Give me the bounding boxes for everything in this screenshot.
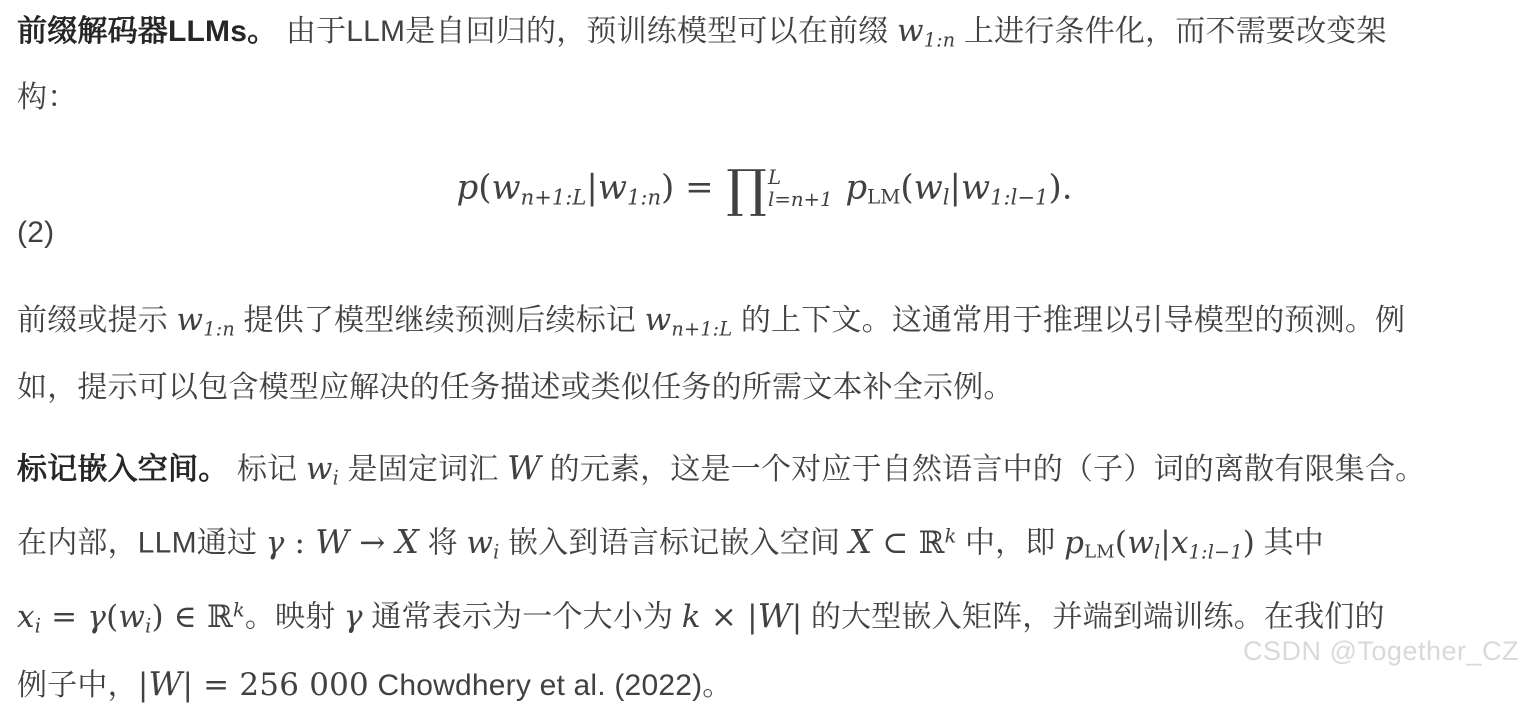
math-part: W bbox=[148, 664, 183, 704]
inline-math bbox=[896, 13, 956, 52]
text-line bbox=[17, 2, 1512, 69]
math-part: k bbox=[681, 598, 701, 635]
text-run: 标记 bbox=[228, 452, 306, 486]
inline-math bbox=[644, 302, 733, 341]
inline-math bbox=[466, 524, 500, 564]
upper-limit: L bbox=[768, 165, 782, 189]
math-part: l bbox=[1153, 540, 1161, 564]
text-run: Chowdhery et al. (2022)。 bbox=[368, 669, 733, 703]
math-part: i bbox=[332, 466, 339, 490]
paragraph-prefix-decoder-llms bbox=[17, 2, 1512, 127]
text-run: 。映射 bbox=[244, 600, 344, 634]
math-part: X bbox=[395, 521, 420, 561]
text-run: 上进行条件化，而不需要改变架 bbox=[955, 15, 1387, 48]
math-part: | bbox=[137, 667, 149, 704]
math-part: w bbox=[961, 167, 991, 208]
math-part: LM bbox=[1084, 541, 1115, 563]
math-part: p bbox=[1064, 524, 1085, 561]
text-run: 提供了模型继续预测后续标记 bbox=[234, 304, 645, 338]
math-part: | bbox=[586, 167, 598, 208]
inline-math bbox=[507, 447, 542, 487]
math-part: n+1:L bbox=[671, 317, 733, 341]
text-line bbox=[17, 507, 1512, 581]
math-part: ) = bbox=[661, 167, 725, 208]
math-part: ) bbox=[1242, 524, 1256, 561]
text-run: 的大型嵌入矩阵，并端到端训练。在我们的 bbox=[802, 600, 1385, 634]
math-part: w bbox=[466, 524, 494, 561]
math-part: ⊂ bbox=[872, 524, 919, 561]
math-part: 1:l−1 bbox=[1188, 540, 1243, 564]
text-run: 构： bbox=[17, 81, 78, 115]
math-part: ). bbox=[1048, 167, 1073, 208]
math-part: X bbox=[848, 521, 873, 561]
text-run: 通常表示为一个大小为 bbox=[362, 600, 682, 634]
inline-math bbox=[176, 302, 235, 341]
math-part: W bbox=[507, 447, 542, 487]
math-part: 1:n bbox=[923, 28, 956, 52]
math-part: w bbox=[118, 598, 146, 635]
math-part: w bbox=[644, 302, 672, 339]
inline-math bbox=[137, 664, 369, 704]
inline-math bbox=[848, 521, 957, 561]
math-part: 1:l−1 bbox=[990, 184, 1049, 210]
inline-math bbox=[17, 598, 245, 638]
math-part: → bbox=[349, 524, 396, 561]
math-part: n+1:L bbox=[520, 184, 587, 210]
math-part: w bbox=[305, 450, 333, 487]
paragraph-prefix-prompt bbox=[17, 291, 1512, 416]
math-part: x bbox=[17, 598, 35, 635]
math-part: | bbox=[949, 167, 961, 208]
math-part: x bbox=[1170, 524, 1189, 561]
math-part: p bbox=[456, 167, 479, 208]
bold-heading-run: 前缀解码器LLMs。 bbox=[17, 15, 278, 48]
math-part: W bbox=[757, 595, 792, 635]
math-part: ℝ bbox=[207, 598, 233, 635]
text-run: 嵌入到语言标记嵌入空间 bbox=[499, 526, 849, 560]
math-part: k bbox=[232, 598, 245, 622]
math-part: 1:n bbox=[626, 184, 662, 210]
text-run: 其中 bbox=[1255, 526, 1324, 560]
math-part: l bbox=[942, 184, 950, 210]
equation-formula bbox=[456, 159, 1073, 219]
math-part: w bbox=[896, 13, 924, 49]
math-part: γ bbox=[343, 598, 363, 635]
inline-math bbox=[265, 521, 420, 561]
math-part: w bbox=[491, 167, 521, 208]
text-line bbox=[17, 439, 1512, 507]
math-part: i bbox=[34, 614, 42, 638]
text-run: 例子中， bbox=[17, 669, 138, 703]
math-part: w bbox=[1127, 524, 1154, 561]
math-part: ( bbox=[900, 167, 914, 208]
math-part bbox=[835, 167, 846, 207]
math-part: LM bbox=[867, 185, 901, 209]
inline-math bbox=[681, 595, 803, 635]
lower-limit: l=n+1 bbox=[768, 188, 833, 212]
inline-math bbox=[305, 450, 339, 490]
text-line bbox=[17, 69, 1512, 127]
text-run: 前缀或提示 bbox=[17, 304, 177, 338]
math-part: ℝ bbox=[918, 524, 945, 561]
inline-math bbox=[344, 599, 363, 635]
text-run: 的上下文。这通常用于推理以引导模型的预测。例 bbox=[732, 304, 1406, 338]
watermark: CSDN @Together_CZ bbox=[1243, 636, 1519, 666]
math-part: × | bbox=[700, 598, 758, 635]
math-part: ( bbox=[106, 598, 119, 635]
math-part: γ bbox=[265, 524, 285, 561]
text-run: 将 bbox=[419, 526, 467, 560]
paragraph-token-embedding-space bbox=[17, 439, 1512, 715]
product-operator bbox=[726, 159, 833, 219]
math-part: γ bbox=[87, 598, 107, 635]
equation-number: (2) bbox=[17, 216, 55, 250]
math-part: | bbox=[791, 598, 803, 635]
math-part: w bbox=[597, 167, 627, 208]
article-body bbox=[17, 2, 1519, 715]
math-part: | bbox=[1160, 524, 1171, 561]
math-part: 1:n bbox=[203, 317, 235, 341]
math-part: k bbox=[944, 524, 957, 548]
text-run: 如，提示可以包含模型应解决的任务描述或类似任务的所需文本补全示例。 bbox=[17, 370, 1014, 404]
math-part: ( bbox=[1114, 524, 1128, 561]
product-symbol: ∏ bbox=[726, 159, 768, 219]
inline-math bbox=[1064, 524, 1256, 564]
math-part: ) ∈ bbox=[151, 598, 208, 635]
text-run: 在内部，LLM通过 bbox=[17, 526, 266, 560]
math-part: i bbox=[145, 614, 152, 638]
math-part: i bbox=[493, 540, 500, 564]
math-part: = bbox=[41, 598, 88, 635]
text-run: 的元素，这是一个对应于自然语言中的（子）词的离散有限集合。 bbox=[541, 452, 1426, 486]
text-line bbox=[17, 359, 1512, 417]
text-run: 中，即 bbox=[956, 526, 1065, 560]
math-part: | = 256 000 bbox=[182, 667, 369, 704]
product-limits bbox=[768, 167, 833, 212]
math-part: w bbox=[176, 302, 204, 339]
math-part: W bbox=[315, 521, 350, 561]
math-part: ( bbox=[478, 167, 492, 208]
math-part: w bbox=[913, 167, 943, 208]
text-run: 由于LLM是自回归的，预训练模型可以在前缀 bbox=[277, 15, 897, 48]
math-part: : bbox=[284, 524, 316, 561]
bold-heading-run: 标记嵌入空间。 bbox=[17, 452, 229, 486]
text-line bbox=[17, 291, 1512, 358]
text-run: 是固定词汇 bbox=[338, 452, 508, 486]
math-part: p bbox=[845, 167, 868, 208]
